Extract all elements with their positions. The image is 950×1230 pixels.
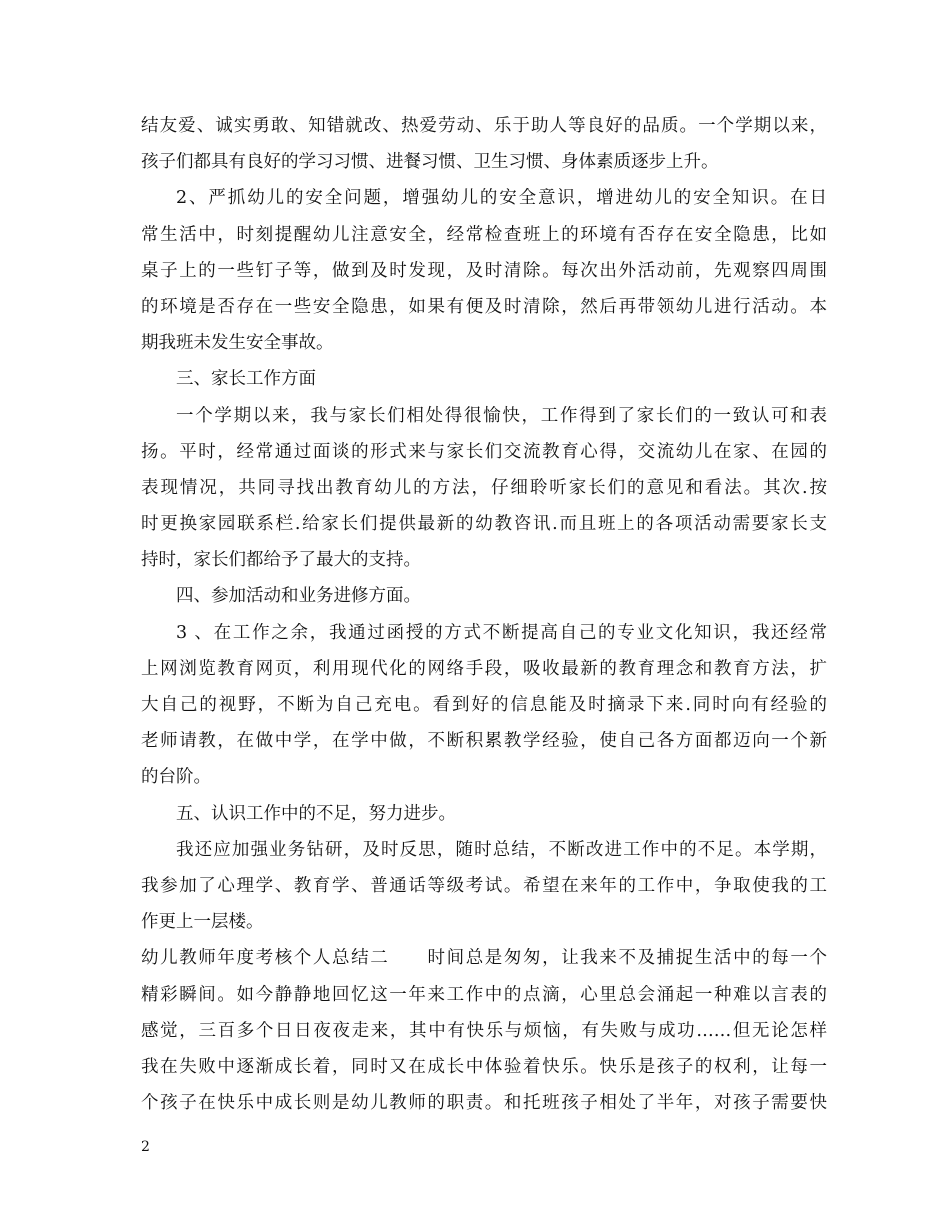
section-heading: 三、家长工作方面 <box>176 369 316 390</box>
text-line: 感觉，三百多个日日夜夜走来，其中有快乐与烦恼，有失败与成功……但无论怎样 <box>141 1020 827 1041</box>
text-line: 老师请教，在做中学，在学中做，不断积累教学经验，使自己各方面都迈向一个新 <box>141 731 827 752</box>
text-line: 2、严抓幼儿的安全问题，增强幼儿的安全意识，增进幼儿的安全知识。在日 <box>176 188 827 209</box>
text-line: 孩子们都具有良好的学习习惯、进餐习惯、卫生习惯、身体素质逐步上升。 <box>141 152 719 173</box>
text-line: 结友爱、诚实勇敢、知错就改、热爱劳动、乐于助人等良好的品质。一个学期以来， <box>141 116 827 136</box>
text-line: 我参加了心理学、教育学、普通话等级考试。希望在来年的工作中，争取使我的工 <box>141 875 827 896</box>
text-line: 上网浏览教育网页，利用现代化的网络手段，吸收最新的教育理念和教育方法，扩 <box>141 658 827 679</box>
text-line: 幼儿教师年度考核个人总结二 时间总是匆匆，让我来不及捕捉生活中的每一个 <box>141 948 827 969</box>
text-line: 我还应加强业务钻研，及时反思，随时总结，不断改进工作中的不足。本学期， <box>176 839 827 860</box>
text-line: 精彩瞬间。如今静静地回忆这一年来工作中的点滴，心里总会涌起一种难以言表的 <box>141 984 827 1005</box>
body-text <box>141 108 827 1121</box>
text-line: 的台阶。 <box>141 767 211 788</box>
text-line: 持时，家长们都给予了最大的支持。 <box>141 550 421 571</box>
text-line: 期我班未发生安全事故。 <box>141 333 334 354</box>
text-line: 大自己的视野，不断为自己充电。看到好的信息能及时摘录下来.同时向有经验的 <box>141 695 827 715</box>
text-line: 时更换家园联系栏.给家长们提供最新的幼教咨讯.而且班上的各项活动需要家长支 <box>141 514 827 535</box>
text-line: 我在失败中逐渐成长着，同时又在成长中体验着快乐。快乐是孩子的权利，让每一 <box>141 1056 827 1077</box>
section-heading: 四、参加活动和业务进修方面。 <box>176 586 421 607</box>
text-line: 作更上一层楼。 <box>141 912 264 933</box>
section-heading: 五、认识工作中的不足，努力进步。 <box>176 803 456 824</box>
text-line: 一个学期以来，我与家长们相处得很愉快，工作得到了家长们的一致认可和表 <box>176 405 827 426</box>
text-line: 3 、在工作之余，我通过函授的方式不断提高自己的专业文化知识，我还经常 <box>176 622 827 643</box>
text-line: 扬。平时，经常通过面谈的形式来与家长们交流教育心得，交流幼儿在家、在园的 <box>141 441 827 462</box>
text-line: 常生活中，时刻提醒幼儿注意安全，经常检查班上的环境有否存在安全隐患，比如 <box>141 224 827 245</box>
page-number: 2 <box>141 1139 150 1155</box>
text-line: 个孩子在快乐中成长则是幼儿教师的职责。和托班孩子相处了半年，对孩子需要快 <box>141 1093 827 1114</box>
text-line: 的环境是否存在一些安全隐患，如果有便及时清除，然后再带领幼儿进行活动。本 <box>141 296 827 317</box>
text-line: 表现情况，共同寻找出教育幼儿的方法，仔细聆听家长们的意见和看法。其次.按 <box>141 477 827 498</box>
text-line: 桌子上的一些钉子等，做到及时发现，及时清除。每次出外活动前，先观察四周围 <box>141 260 827 281</box>
